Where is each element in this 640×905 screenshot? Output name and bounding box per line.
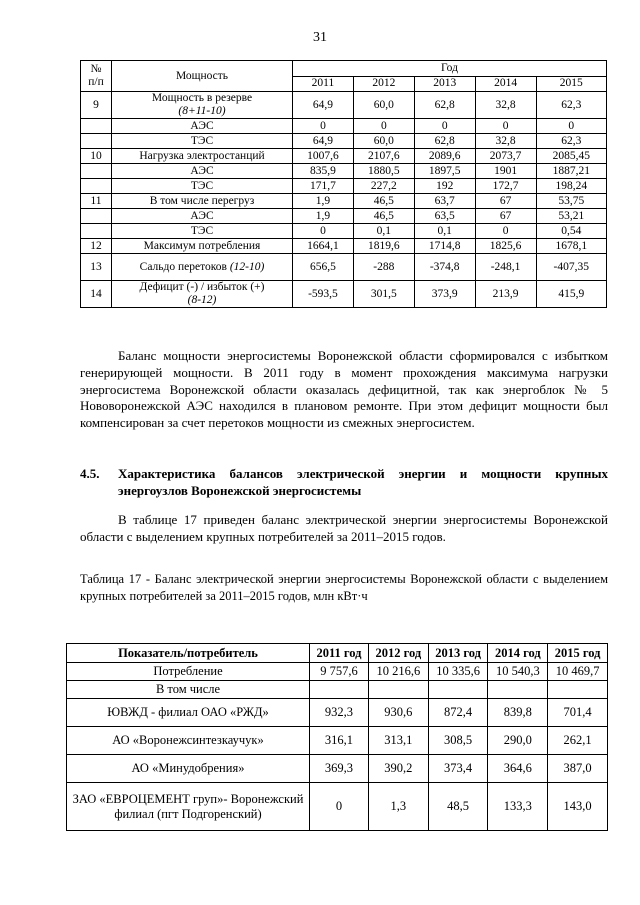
value-cell: 1007,6	[293, 149, 354, 164]
value-cell: 0,54	[536, 224, 607, 239]
value-cell: 308,5	[428, 727, 488, 755]
value-cell: 67	[475, 194, 536, 209]
energy-consumers-body	[67, 663, 608, 831]
value-cell: 0	[353, 119, 414, 134]
value-cell: 192	[414, 179, 475, 194]
header-year: 2015	[536, 76, 607, 92]
row-label-cell	[112, 239, 293, 254]
row-label-cell	[112, 281, 293, 308]
paragraph-table17-intro: В таблице 17 приведен баланс электрической энергии энергосистемы Воронежской области с выделением крупных потребителей за 2011–2015 годов.	[80, 512, 608, 544]
value-cell	[548, 681, 608, 699]
value-cell: 10 335,6	[428, 663, 488, 681]
value-cell: 67	[475, 209, 536, 224]
row-formula: (12-10)	[229, 260, 265, 273]
value-cell: 387,0	[548, 755, 608, 783]
value-cell: 10 540,3	[488, 663, 548, 681]
row-number: 14	[81, 281, 112, 308]
value-cell: 0,1	[414, 224, 475, 239]
row-label: Нагрузка электростанций	[139, 149, 265, 162]
table-row	[81, 239, 607, 254]
table-row	[81, 149, 607, 164]
value-cell: 60,0	[353, 92, 414, 119]
header-year: 2014	[475, 76, 536, 92]
section-number: 4.5.	[80, 466, 100, 481]
table-row	[81, 224, 607, 239]
header-year: 2015 год	[548, 644, 608, 663]
table-row	[81, 92, 607, 119]
value-cell: 932,3	[310, 699, 369, 727]
row-label: ТЭС	[190, 179, 214, 192]
table-row	[81, 209, 607, 224]
value-cell	[310, 681, 369, 699]
value-cell: 53,75	[536, 194, 607, 209]
row-number: 13	[81, 254, 112, 281]
row-label: АЭС	[190, 164, 214, 177]
row-label: Дефицит (-) / избыток (+)	[139, 281, 265, 293]
row-label-cell	[112, 119, 293, 134]
table-row	[67, 681, 608, 699]
row-number	[81, 179, 112, 194]
value-cell: 46,5	[353, 209, 414, 224]
value-cell: 0	[475, 224, 536, 239]
row-label-cell	[112, 164, 293, 179]
value-cell: -593,5	[293, 281, 354, 308]
row-label-cell	[112, 92, 293, 119]
value-cell: 2089,6	[414, 149, 475, 164]
value-cell: 0	[293, 224, 354, 239]
value-cell: 62,3	[536, 134, 607, 149]
value-cell: 373,4	[428, 755, 488, 783]
row-label: АО «Воронежсинтезкаучук»	[67, 727, 310, 755]
value-cell: 62,3	[536, 92, 607, 119]
value-cell: -288	[353, 254, 414, 281]
value-cell: 301,5	[353, 281, 414, 308]
header-year: 2012	[353, 76, 414, 92]
row-label-cell	[112, 134, 293, 149]
table-row	[67, 783, 608, 831]
value-cell: 63,7	[414, 194, 475, 209]
value-cell: 0	[475, 119, 536, 134]
header-power: Мощность	[112, 61, 293, 92]
value-cell: 133,3	[488, 783, 548, 831]
value-cell: -374,8	[414, 254, 475, 281]
value-cell: 2107,6	[353, 149, 414, 164]
value-cell: 1880,5	[353, 164, 414, 179]
row-number: 10	[81, 149, 112, 164]
value-cell: 1664,1	[293, 239, 354, 254]
value-cell: 0	[310, 783, 369, 831]
table-row	[81, 134, 607, 149]
value-cell: 53,21	[536, 209, 607, 224]
value-cell: 143,0	[548, 783, 608, 831]
value-cell: 227,2	[353, 179, 414, 194]
value-cell: 364,6	[488, 755, 548, 783]
row-label: ТЭС	[190, 134, 214, 147]
table-row	[67, 663, 608, 681]
header-year-group: Год	[293, 61, 607, 77]
value-cell: 1819,6	[353, 239, 414, 254]
table-row	[67, 755, 608, 783]
value-cell: 1901	[475, 164, 536, 179]
value-cell: 313,1	[368, 727, 428, 755]
row-label: В том числе перегруз	[149, 194, 255, 207]
value-cell: 0,1	[353, 224, 414, 239]
row-label: В том числе	[67, 681, 310, 699]
header-indicator: Показатель/потребитель	[67, 644, 310, 663]
table-header-row	[81, 61, 607, 77]
value-cell: 64,9	[293, 134, 354, 149]
row-formula: (8+11-10)	[178, 105, 226, 117]
value-cell: 213,9	[475, 281, 536, 308]
value-cell: 0	[293, 119, 354, 134]
row-number: 11	[81, 194, 112, 209]
value-cell: 839,8	[488, 699, 548, 727]
value-cell: 64,9	[293, 92, 354, 119]
value-cell: 1,9	[293, 194, 354, 209]
table-header-row	[67, 644, 608, 663]
value-cell: 32,8	[475, 134, 536, 149]
power-balance-body	[81, 92, 607, 308]
row-number	[81, 119, 112, 134]
value-cell: 930,6	[368, 699, 428, 727]
value-cell: 172,7	[475, 179, 536, 194]
value-cell	[428, 681, 488, 699]
row-number	[81, 224, 112, 239]
value-cell: 62,8	[414, 134, 475, 149]
value-cell: 46,5	[353, 194, 414, 209]
table17-caption: Таблица 17 - Баланс электрической энергии энергосистемы Воронежской области с выделением крупных потребителей за 2011–2015 годов, млн кВт·ч	[80, 572, 608, 603]
value-cell: 290,0	[488, 727, 548, 755]
value-cell: 10 216,6	[368, 663, 428, 681]
value-cell: 415,9	[536, 281, 607, 308]
value-cell: 171,7	[293, 179, 354, 194]
value-cell: 48,5	[428, 783, 488, 831]
power-balance-table	[80, 60, 607, 308]
row-number: 12	[81, 239, 112, 254]
value-cell: 390,2	[368, 755, 428, 783]
table-row	[81, 179, 607, 194]
row-formula: (8-12)	[187, 294, 217, 306]
row-label: ЮВЖД - филиал ОАО «РЖД»	[67, 699, 310, 727]
value-cell: 0	[536, 119, 607, 134]
table-row	[81, 281, 607, 308]
table-row	[67, 699, 608, 727]
section-heading	[80, 466, 608, 500]
value-cell: 0	[414, 119, 475, 134]
section-title: Характеристика балансов электрической энергии и мощности крупных энергоузлов Воронежской энергосистемы	[118, 466, 608, 498]
value-cell: 262,1	[548, 727, 608, 755]
row-label: Мощность в резерве	[151, 92, 253, 104]
header-year: 2011 год	[310, 644, 369, 663]
value-cell: 656,5	[293, 254, 354, 281]
row-label: АЭС	[190, 209, 214, 222]
row-label: Сальдо перетоков	[139, 260, 227, 273]
value-cell: 1897,5	[414, 164, 475, 179]
header-year: 2012 год	[368, 644, 428, 663]
row-label: АЭС	[190, 119, 214, 132]
row-label: АО «Минудобрения»	[67, 755, 310, 783]
value-cell: 701,4	[548, 699, 608, 727]
row-label-cell	[112, 149, 293, 164]
value-cell: 60,0	[353, 134, 414, 149]
row-label-cell	[112, 224, 293, 239]
row-number: 9	[81, 92, 112, 119]
row-label: ЗАО «ЕВРОЦЕМЕНТ груп»- Воронежский филиал (пгт Подгоренский)	[67, 783, 310, 831]
value-cell: 316,1	[310, 727, 369, 755]
value-cell	[368, 681, 428, 699]
row-label-cell	[112, 194, 293, 209]
value-cell: 9 757,6	[310, 663, 369, 681]
table-row	[81, 164, 607, 179]
value-cell: 198,24	[536, 179, 607, 194]
value-cell: 62,8	[414, 92, 475, 119]
energy-consumers-table	[66, 643, 608, 831]
value-cell: 1887,21	[536, 164, 607, 179]
page-number: 31	[313, 30, 327, 45]
value-cell: 373,9	[414, 281, 475, 308]
header-year: 2013 год	[428, 644, 488, 663]
table-row	[81, 254, 607, 281]
table-row	[67, 727, 608, 755]
table-row	[81, 119, 607, 134]
value-cell: 32,8	[475, 92, 536, 119]
value-cell: -248,1	[475, 254, 536, 281]
value-cell: -407,35	[536, 254, 607, 281]
row-label-cell	[112, 179, 293, 194]
table-row	[81, 194, 607, 209]
row-label: ТЭС	[190, 224, 214, 237]
value-cell: 2085,45	[536, 149, 607, 164]
row-label-cell	[112, 209, 293, 224]
header-num: № п/п	[81, 61, 112, 92]
row-label: Потребление	[67, 663, 310, 681]
value-cell: 2073,7	[475, 149, 536, 164]
row-number	[81, 209, 112, 224]
header-year: 2014 год	[488, 644, 548, 663]
header-year: 2013	[414, 76, 475, 92]
header-year: 2011	[293, 76, 354, 92]
value-cell: 369,3	[310, 755, 369, 783]
row-number	[81, 134, 112, 149]
value-cell: 1678,1	[536, 239, 607, 254]
value-cell: 1,3	[368, 783, 428, 831]
row-label-cell	[112, 254, 293, 281]
value-cell: 1825,6	[475, 239, 536, 254]
value-cell: 1714,8	[414, 239, 475, 254]
value-cell	[488, 681, 548, 699]
value-cell: 872,4	[428, 699, 488, 727]
value-cell: 1,9	[293, 209, 354, 224]
paragraph-power-balance: Баланс мощности энергосистемы Воронежской области сформировался с избытком генерирующей мощности. В 2011 году в момент прохождения максимума нагрузки энергосистема Воронежской области оказалась дефицитной, так как энергоблок № 5 Нововоронежской АЭС находился в плановом ремонте. При этом дефицит мощности был компенсирован за счет перетоков мощности из смежных энергосистем.	[80, 348, 608, 431]
value-cell: 10 469,7	[548, 663, 608, 681]
row-label: Максимум потребления	[143, 239, 261, 252]
value-cell: 63,5	[414, 209, 475, 224]
value-cell: 835,9	[293, 164, 354, 179]
row-number	[81, 164, 112, 179]
